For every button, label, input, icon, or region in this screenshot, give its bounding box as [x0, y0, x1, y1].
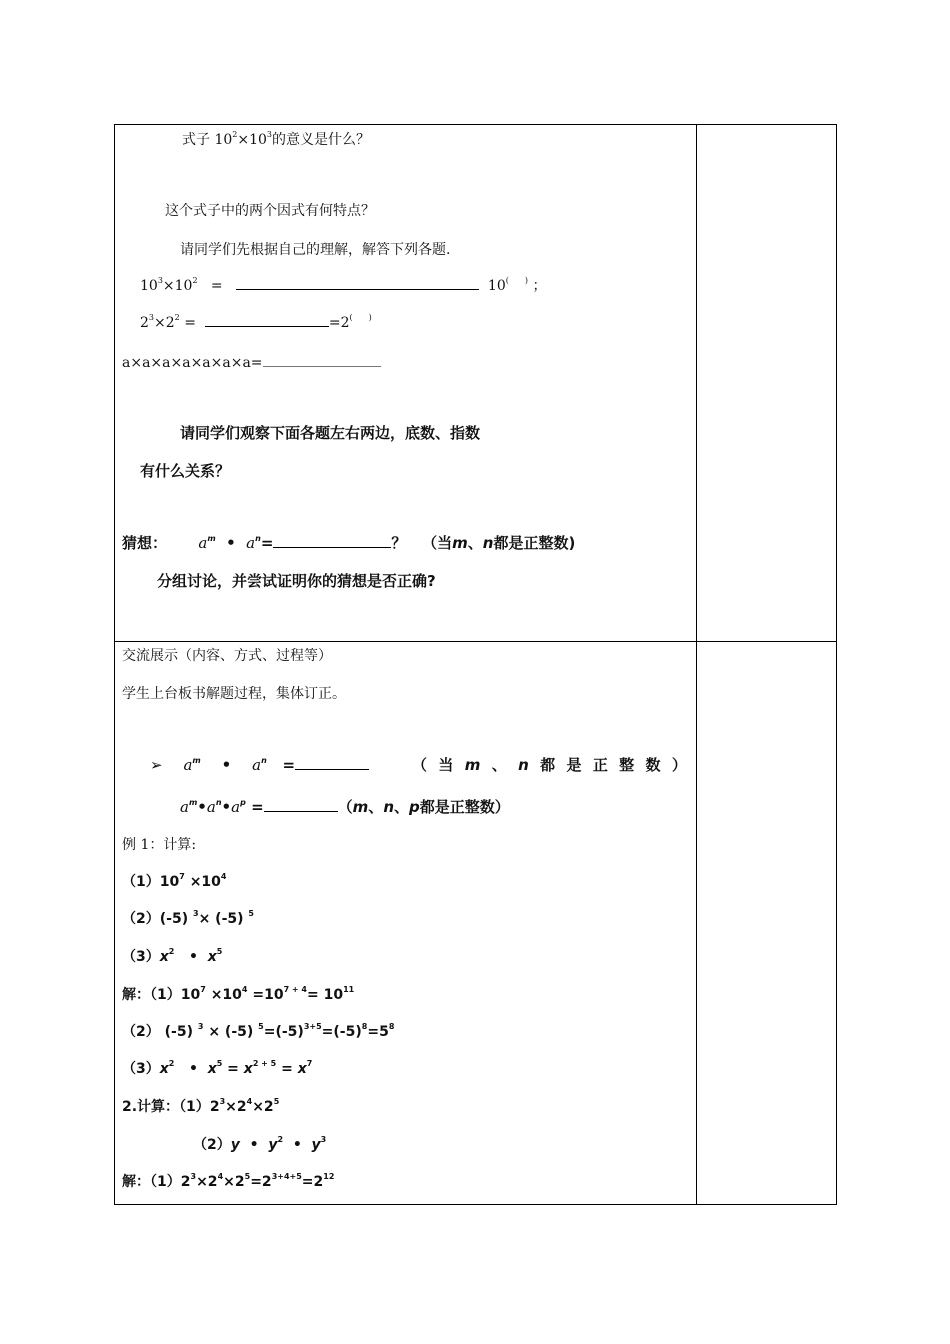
- observe-prompt-line1: 请同学们观察下面各题左右两边，底数、指数: [180, 424, 481, 442]
- guess-line: 猜想： $a^m$ • $a^n=$ ？ （当m、n都是正整数): [122, 534, 576, 552]
- exercise-2: $2^3\times 2^2 = =2^{( )}$: [140, 313, 372, 331]
- instruction-text: 请同学们先根据自己的理解，解答下列各题.: [180, 242, 451, 258]
- example-label: 例 1：计算:: [122, 837, 197, 853]
- rule-1-condition: （ 当 m 、 n 都 是 正 整 数 ）: [412, 756, 687, 774]
- example-item-1: $(1)10^7 \times 10^4$: [122, 872, 227, 890]
- question-features: 这个式子中的两个因式有何特点？: [165, 203, 375, 219]
- section-heading: 交流展示（内容、方式、过程等）: [122, 648, 332, 664]
- column-divider: [696, 124, 697, 1205]
- row-divider: [114, 641, 837, 642]
- exercise-1: $10^3\times 10^2$ = 10( ) ；: [140, 276, 547, 294]
- exercise-3: a×a×a×a×a×a×a=: [122, 354, 381, 372]
- rule-2: $a^m•a^n•a^p = (m$、n、p都是正整数）: [180, 798, 510, 816]
- example-item-3: $(3)x^2$ • $x^5$: [122, 947, 223, 965]
- answer-blank[interactable]: [263, 354, 381, 367]
- discuss-prompt: 分组讨论，并尝试证明你的猜想是否正确?: [157, 572, 436, 590]
- solution-q2: 解：$(1)2^3\times 2^4\times 2^5=2^{3+4+5}=2^{12}$: [122, 1172, 335, 1190]
- solution-2: （2） (-5) $^3$ × (-5) $^5=(-5)^{3+5}=(-5)^8=5^8$: [122, 1022, 395, 1040]
- question-2: 2.计算：$(1)2^3\times 2^4\times 2^5$: [122, 1097, 280, 1115]
- solution-1: 解：$(1)10^7 \times 10^4 =10^{7 + 4}= 10^{11}$: [122, 985, 355, 1003]
- observe-prompt-line2: 有什么关系？: [140, 462, 231, 480]
- solution-3: $(3)x^2$ • $x^5 = x^{2 + 5} = x^7$: [122, 1059, 313, 1077]
- answer-blank[interactable]: [295, 757, 369, 770]
- question-meaning: 式子 $10^2\times 10^3$的意义是什么？: [182, 130, 370, 148]
- example-item-2: （2）(-5) $^3$× (-5) $^5$: [122, 909, 254, 927]
- answer-blank[interactable]: [236, 277, 479, 290]
- answer-blank[interactable]: [264, 799, 338, 812]
- question-2-item-2: （2）y • $y^2$ • $y^3$: [193, 1135, 327, 1153]
- bullet-arrow-icon: ➢: [150, 756, 163, 774]
- answer-blank[interactable]: [273, 535, 391, 548]
- answer-blank[interactable]: [205, 314, 329, 327]
- rule-1: ➢ $a^m$ • $a^n$ =: [150, 756, 369, 774]
- board-note: 学生上台板书解题过程，集体订正。: [122, 686, 346, 702]
